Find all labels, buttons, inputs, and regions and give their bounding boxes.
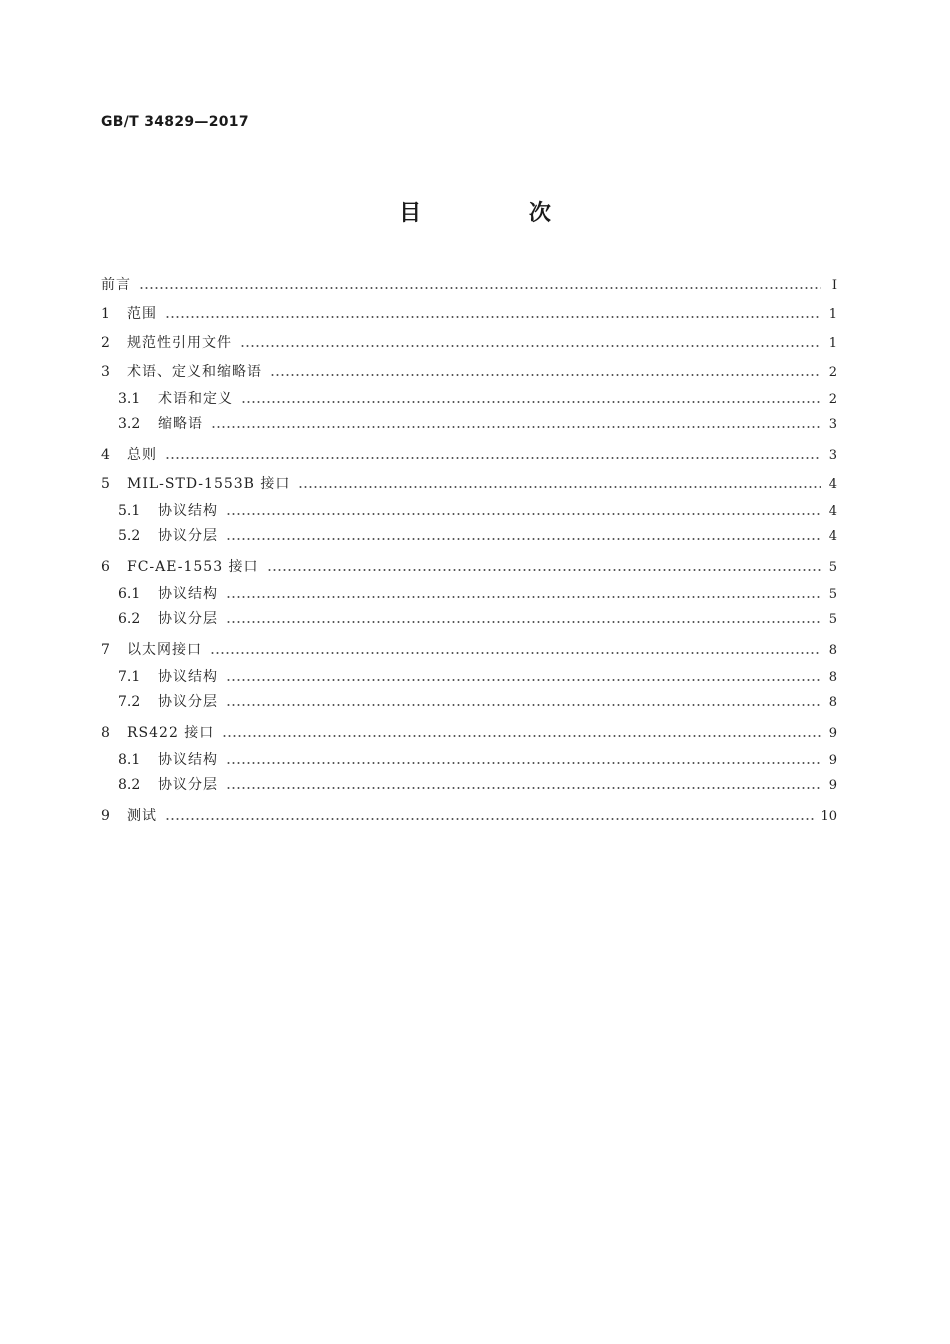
toc-entry-8-1[interactable] [101,748,837,773]
toc-entry-7-2[interactable] [101,690,837,715]
toc-leader-dots [165,316,821,318]
toc-leader-dots [165,818,814,820]
toc-entry-number: 3.1 [118,391,141,407]
toc-entry-label: 术语和定义 [158,391,233,407]
toc-entry-page: 2 [828,392,837,407]
toc-entry-5-1[interactable] [101,499,837,524]
toc-entry-5[interactable] [101,470,837,499]
toc-entry-page: 8 [828,643,837,658]
toc-entry-number: 5 [101,476,110,492]
toc-entry-number: 1 [101,306,110,322]
toc-entry-8[interactable] [101,719,837,748]
toc-entry-number: 6 [101,559,110,575]
toc-entry-label: 缩略语 [158,416,203,432]
toc-leader-dots [226,513,821,515]
toc-leader-dots [226,787,821,789]
toc-entry-label: 术语、定义和缩略语 [127,364,262,380]
toc-entry-label: 协议结构 [158,503,218,519]
toc-entry-6-1[interactable] [101,582,837,607]
toc-entry-foreword[interactable] [101,271,837,300]
toc-entry-page: 3 [828,417,837,432]
toc-entry-page: 3 [828,448,837,463]
toc-entry-page: 1 [828,336,837,351]
toc-leader-dots [211,426,821,428]
toc-entry-label: 协议结构 [158,669,218,685]
toc-entry-label: 协议分层 [158,611,218,627]
toc-leader-dots [226,538,821,540]
toc-entry-number: 2 [101,335,110,351]
toc-leader-dots [298,486,821,488]
toc-entry-label: MIL-STD-1553B 接口 [127,476,291,492]
toc-leader-dots [222,735,821,737]
toc-entry-number: 3 [101,364,110,380]
toc-leader-dots [226,621,821,623]
toc-entry-number: 7.1 [118,669,141,685]
toc-leader-dots [270,374,821,376]
toc-entry-number: 7.2 [118,694,141,710]
toc-entry-4[interactable] [101,441,837,470]
toc-entry-label: 以太网接口 [127,642,202,658]
toc-entry-page: 9 [828,726,837,741]
toc-entry-number: 5.2 [118,528,141,544]
toc-entry-7-1[interactable] [101,665,837,690]
toc-entry-number: 5.1 [118,503,141,519]
toc-entry-label: 范围 [127,306,157,322]
toc-entry-page: 5 [828,612,837,627]
toc-entry-3-1[interactable] [101,387,837,412]
toc-entry-3[interactable] [101,358,837,387]
toc-entry-label: 总则 [127,447,157,463]
toc-entry-label: 协议结构 [158,586,218,602]
toc-entry-8-2[interactable] [101,773,837,798]
toc-entry-label: 测试 [127,808,157,824]
toc-entry-label: FC-AE-1553 接口 [127,559,259,575]
toc-leader-dots [165,457,821,459]
toc-leader-dots [226,679,821,681]
toc-entry-page: 1 [828,307,837,322]
toc-entry-2[interactable] [101,329,837,358]
toc-entry-page: 8 [828,670,837,685]
toc-entry-label: 前言 [101,277,131,293]
toc-entry-6-2[interactable] [101,607,837,632]
toc-leader-dots [139,287,821,289]
toc-entry-page: 5 [828,587,837,602]
toc-entry-page: 4 [828,504,837,519]
toc-entry-page: 9 [828,778,837,793]
toc-entry-6[interactable] [101,553,837,582]
toc-entry-label: 协议结构 [158,752,218,768]
toc-leader-dots [240,345,821,347]
toc-entry-label: RS422 接口 [127,725,215,741]
toc-entry-number: 7 [101,642,110,658]
toc-entry-page: 5 [828,560,837,575]
toc-leader-dots [210,652,821,654]
toc-entry-number: 3.2 [118,416,141,432]
toc-title: 目 次 [399,201,601,226]
toc-entry-page: I [831,278,837,293]
toc-entry-label: 规范性引用文件 [127,335,232,351]
toc-entry-number: 4 [101,447,110,463]
toc-leader-dots [241,401,821,403]
toc-leader-dots [226,704,821,706]
toc-entry-page: 10 [820,809,837,824]
toc-entry-page: 8 [828,695,837,710]
toc-entry-number: 9 [101,808,110,824]
toc-entry-label: 协议分层 [158,528,218,544]
toc-leader-dots [267,569,821,571]
toc-entry-number: 6.2 [118,611,141,627]
toc-entry-page: 2 [828,365,837,380]
toc-entry-number: 8.1 [118,752,141,768]
toc-entry-page: 4 [828,477,837,492]
toc-leader-dots [226,762,821,764]
toc-entry-7[interactable] [101,636,837,665]
toc-entry-number: 6.1 [118,586,141,602]
toc-entry-3-2[interactable] [101,412,837,437]
toc-entry-page: 9 [828,753,837,768]
toc-leader-dots [226,596,821,598]
toc-entry-number: 8.2 [118,777,141,793]
toc-entry-1[interactable] [101,300,837,329]
toc-entry-9[interactable] [101,802,837,831]
toc-entry-label: 协议分层 [158,777,218,793]
table-of-contents [101,271,837,831]
standard-code: GB/T 34829—2017 [101,114,249,130]
toc-entry-label: 协议分层 [158,694,218,710]
toc-entry-number: 8 [101,725,110,741]
toc-entry-page: 4 [828,529,837,544]
toc-entry-5-2[interactable] [101,524,837,549]
